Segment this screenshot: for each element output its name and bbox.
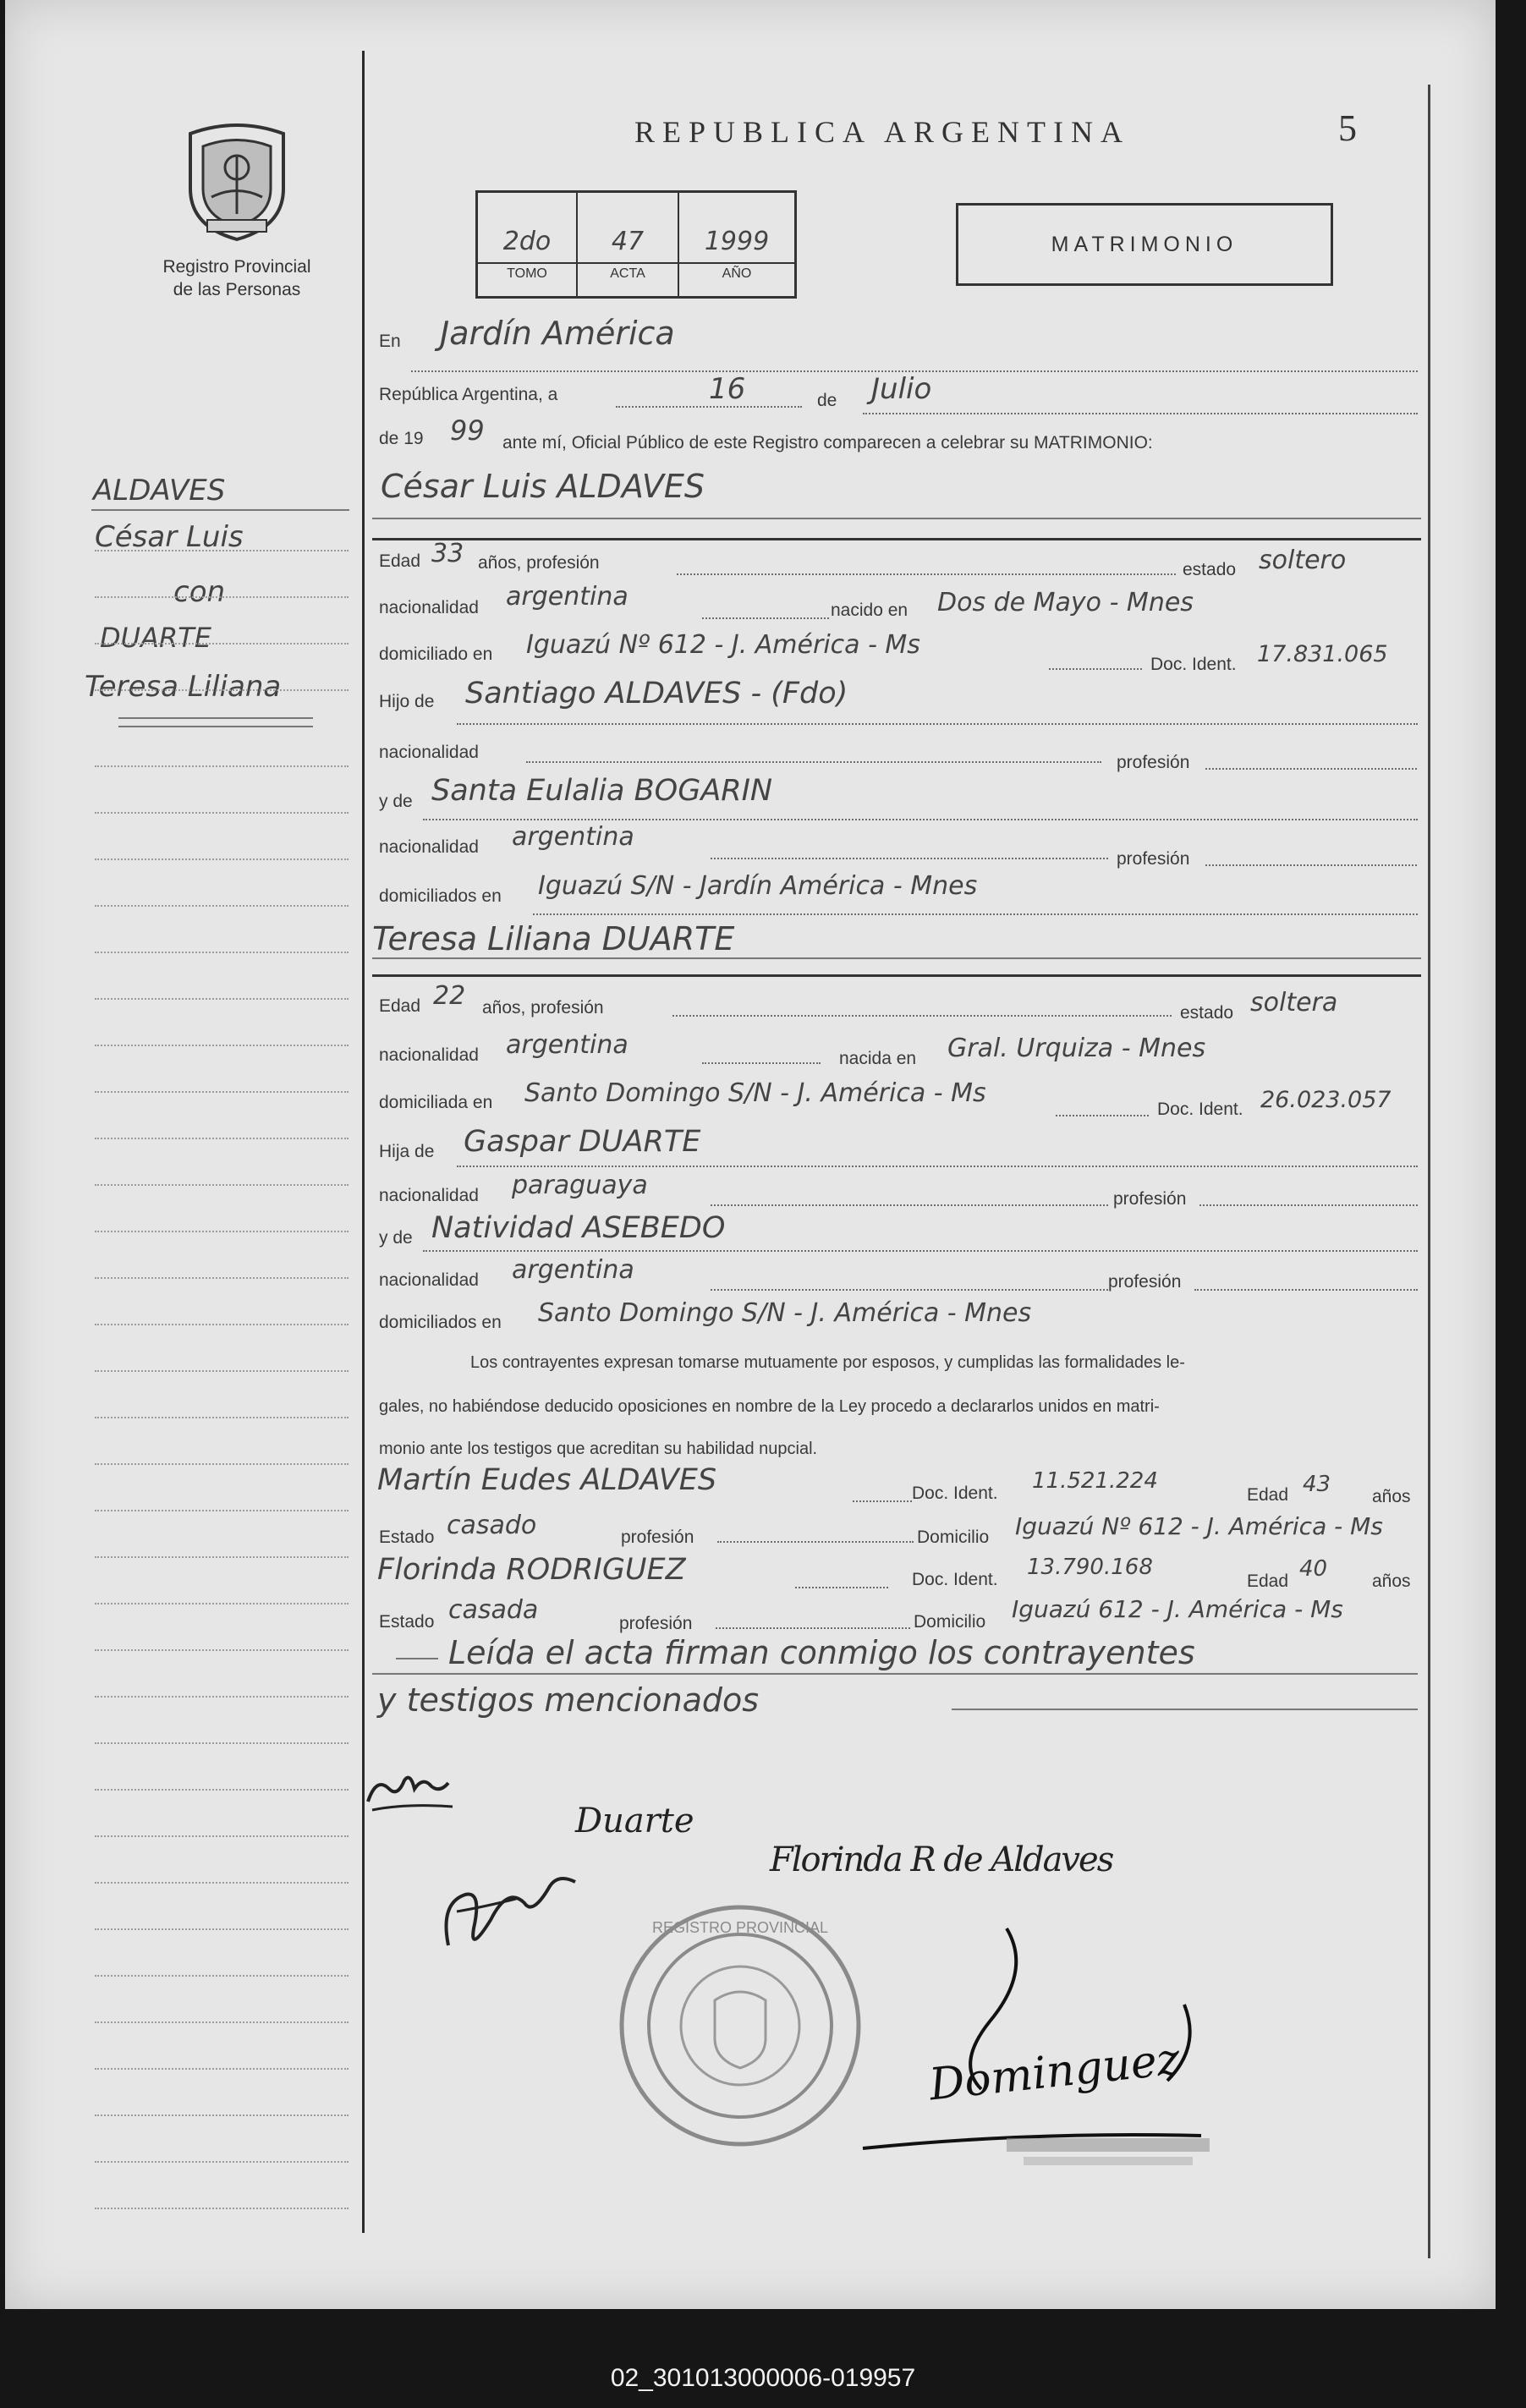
bride-father-nat: paraguaya xyxy=(512,1171,648,1200)
rule xyxy=(1205,768,1417,770)
rule xyxy=(1205,864,1417,866)
rule xyxy=(372,1673,1418,1675)
rule xyxy=(457,723,1418,725)
rule xyxy=(396,1658,438,1659)
rule xyxy=(711,858,1108,859)
act-type-box: MATRIMONIO xyxy=(956,203,1333,286)
rule xyxy=(1194,1289,1418,1291)
groom-parents-dom-label: domiciliados en xyxy=(379,886,502,906)
rule xyxy=(716,1627,910,1629)
tomo-label: TOMO xyxy=(478,262,576,282)
rule xyxy=(952,1709,1418,1710)
bride-born: Gral. Urquiza - Mnes xyxy=(947,1034,1206,1063)
bride-father: Gaspar DUARTE xyxy=(464,1125,701,1159)
witness2-status: casada xyxy=(448,1595,539,1625)
date-year-prefix: de 19 xyxy=(379,429,424,448)
witness2-doc: 13.790.168 xyxy=(1027,1555,1153,1580)
bride-doc: 26.023.057 xyxy=(1260,1087,1392,1113)
witness2-age-label: Edad xyxy=(1247,1572,1289,1591)
date-de-label: de xyxy=(817,391,837,410)
rule xyxy=(1049,668,1142,670)
groom-status: soltero xyxy=(1259,546,1347,575)
margin-con: con xyxy=(173,575,226,609)
witness1-status-label: Estado xyxy=(379,1528,435,1547)
witness2-prof-label: profesión xyxy=(619,1614,693,1633)
rule xyxy=(616,406,802,408)
date-tail: ante mí, Oficial Público de este Registro comparecen a celebrar su MATRIMONIO: xyxy=(502,433,1153,453)
acta-value: 47 xyxy=(611,227,645,256)
witness2-name: Florinda RODRIGUEZ xyxy=(377,1553,686,1587)
witness1-dom: Iguazú Nº 612 - J. América - Ms xyxy=(1015,1512,1383,1540)
groom-father-label: Hijo de xyxy=(379,692,435,711)
tomo-cell xyxy=(478,193,578,296)
bride-age-label: Edad xyxy=(379,996,421,1016)
rule xyxy=(795,1587,888,1588)
bride-age-tail: años, profesión xyxy=(482,998,604,1018)
groom-age-label: Edad xyxy=(379,551,421,571)
section-rule xyxy=(372,538,1421,540)
right-border xyxy=(1428,85,1430,2258)
registry-label-line1: Registro Provincial xyxy=(162,257,311,277)
acta-cell xyxy=(578,193,679,296)
registry-label-line2: de las Personas xyxy=(173,280,301,299)
svg-text:REGISTRO PROVINCIAL: REGISTRO PROVINCIAL xyxy=(651,1919,829,1936)
bride-domicile: Santo Domingo S/N - J. América - Ms xyxy=(524,1078,986,1108)
footer-label: 02_301013000006-019957 xyxy=(610,2364,916,2392)
witness2-age-tail: años xyxy=(1372,1572,1411,1591)
tomo-value: 2do xyxy=(502,227,552,256)
witness2-doc-label: Doc. Ident. xyxy=(912,1570,998,1589)
groom-father: Santiago ALDAVES - (Fdo) xyxy=(465,677,848,710)
declaration-line3: monio ante los testigos que acreditan su habilidad nupcial. xyxy=(379,1440,818,1458)
groom-doc: 17.831.065 xyxy=(1257,641,1388,667)
groom-mother: Santa Eulalia BOGARIN xyxy=(431,774,773,808)
margin-divider xyxy=(362,51,365,2233)
signature-witness2: Florinda R de Aldaves xyxy=(770,1840,1113,1879)
margin-name-bride: Teresa Liliana xyxy=(85,670,282,704)
rule xyxy=(423,819,1418,820)
rule xyxy=(372,957,1421,959)
rule xyxy=(702,1062,821,1064)
bride-status-label: estado xyxy=(1180,1003,1234,1023)
rule xyxy=(853,1500,912,1502)
signature-bride: Duarte xyxy=(575,1802,694,1840)
signature-groom xyxy=(364,1759,457,1818)
witness2-status-label: Estado xyxy=(379,1612,435,1632)
groom-age: 33 xyxy=(431,539,464,568)
witness2-age: 40 xyxy=(1299,1556,1328,1582)
witness2-dom-label: Domicilio xyxy=(914,1612,986,1632)
closing-line2: y testigos mencionados xyxy=(377,1681,760,1719)
declaration-line1: Los contrayentes expresan tomarse mutuamente por esposos, y cumplidas las formalidades le- xyxy=(470,1353,1185,1372)
groom-mother-nat: argentina xyxy=(512,822,634,852)
groom-doc-label: Doc. Ident. xyxy=(1150,655,1237,674)
rule xyxy=(457,1166,1418,1167)
rule xyxy=(677,573,1176,575)
bride-mother-prof-label: profesión xyxy=(1108,1272,1182,1292)
bride-age: 22 xyxy=(433,981,466,1011)
witness1-dom-label: Domicilio xyxy=(917,1528,990,1547)
bride-father-label: Hija de xyxy=(379,1142,435,1161)
bride-mother-label: y de xyxy=(379,1228,413,1248)
margin-rule xyxy=(91,509,349,511)
bride-nationality: argentina xyxy=(506,1030,629,1060)
bride-father-prof-label: profesión xyxy=(1113,1189,1187,1209)
rule xyxy=(702,617,829,619)
witness2-dom: Iguazú 612 - J. América - Ms xyxy=(1012,1595,1343,1623)
rule xyxy=(672,1015,1172,1017)
rule xyxy=(423,1250,1418,1252)
witness1-age-tail: años xyxy=(1372,1487,1411,1506)
rule xyxy=(1199,1204,1418,1206)
groom-parents-dom: Iguazú S/N - Jardín América - Mnes xyxy=(538,871,978,901)
rule xyxy=(711,1289,1108,1291)
margin-name-groom: César Luis xyxy=(95,520,244,554)
declaration-line2: gales, no habiéndose deducido oposiciones en nombre de la Ley procedo a declararlos unidos en matri- xyxy=(379,1397,1160,1416)
anio-value: 1999 xyxy=(704,227,770,256)
bride-mother: Natividad ASEBEDO xyxy=(431,1211,726,1245)
signature-officer: Dominguez xyxy=(926,2033,1183,2111)
record-table xyxy=(475,190,797,299)
groom-born: Dos de Mayo - Mnes xyxy=(937,588,1194,617)
anio-label: AÑO xyxy=(679,262,794,282)
witness1-status: casado xyxy=(447,1511,537,1540)
bride-name: Teresa Liliana DUARTE xyxy=(372,920,735,957)
groom-nationality-label: nacionalidad xyxy=(379,598,479,617)
acta-label: ACTA xyxy=(578,262,678,282)
margin-rule xyxy=(118,726,313,727)
groom-father-prof-label: profesión xyxy=(1117,753,1190,772)
rule xyxy=(1056,1115,1149,1116)
groom-father-nat-label: nacionalidad xyxy=(379,743,479,762)
margin-surname-bride: DUARTE xyxy=(100,622,211,654)
bride-father-nat-label: nacionalidad xyxy=(379,1186,479,1205)
page-title: REPUBLICA ARGENTINA xyxy=(634,115,1131,149)
bride-mother-nat: argentina xyxy=(512,1255,634,1285)
margin-surname-groom: ALDAVES xyxy=(93,474,226,507)
rule xyxy=(533,913,1418,915)
margin-rule xyxy=(118,717,313,719)
groom-mother-nat-label: nacionalidad xyxy=(379,837,479,857)
bride-nationality-label: nacionalidad xyxy=(379,1045,479,1065)
date-month: Julio xyxy=(871,372,932,406)
place-value: Jardín América xyxy=(440,315,675,352)
date-republic-label: República Argentina, a xyxy=(379,385,558,404)
groom-domicile-label: domiciliado en xyxy=(379,645,493,664)
signature-witness1 xyxy=(431,1852,584,1962)
bride-parents-dom: Santo Domingo S/N - J. América - Mnes xyxy=(538,1298,1032,1328)
groom-mother-prof-label: profesión xyxy=(1117,849,1190,869)
provincial-crest-icon xyxy=(173,117,300,244)
groom-mother-label: y de xyxy=(379,792,413,811)
date-day: 16 xyxy=(709,372,746,406)
rule xyxy=(717,1541,914,1543)
officer-name-stamp xyxy=(1007,2131,1210,2174)
witness1-age: 43 xyxy=(1303,1472,1331,1497)
page-number: 5 xyxy=(1338,107,1357,149)
bride-domicile-label: domiciliada en xyxy=(379,1093,493,1112)
witness1-doc: 11.521.224 xyxy=(1032,1468,1158,1494)
groom-born-label: nacido en xyxy=(831,601,908,620)
registry-seal-stamp xyxy=(613,1899,867,2153)
rule xyxy=(526,761,1101,763)
groom-age-tail: años, profesión xyxy=(478,553,600,573)
rule xyxy=(711,1204,1108,1206)
bride-born-label: nacida en xyxy=(839,1049,917,1068)
place-label: En xyxy=(379,332,401,351)
groom-nationality: argentina xyxy=(506,582,629,612)
groom-status-label: estado xyxy=(1183,560,1237,579)
witness1-name: Martín Eudes ALDAVES xyxy=(377,1463,717,1497)
rule xyxy=(372,518,1421,519)
rule xyxy=(863,413,1418,414)
registry-label xyxy=(127,255,347,301)
witness1-age-label: Edad xyxy=(1247,1485,1289,1505)
signature-officer-flourish xyxy=(863,1920,1218,2157)
section-rule xyxy=(372,974,1421,977)
bride-mother-nat-label: nacionalidad xyxy=(379,1270,479,1290)
groom-domicile: Iguazú Nº 612 - J. América - Ms xyxy=(526,630,920,660)
witness1-prof-label: profesión xyxy=(621,1528,694,1547)
date-year-suffix: 99 xyxy=(450,414,485,447)
anio-cell xyxy=(679,193,794,296)
witness1-doc-label: Doc. Ident. xyxy=(912,1484,998,1503)
groom-name: César Luis ALDAVES xyxy=(381,468,705,505)
bride-status: soltera xyxy=(1250,988,1338,1018)
bride-doc-label: Doc. Ident. xyxy=(1157,1100,1243,1119)
bride-parents-dom-label: domiciliados en xyxy=(379,1313,502,1332)
closing-line1: Leída el acta firman conmigo los contrayentes xyxy=(448,1634,1195,1671)
